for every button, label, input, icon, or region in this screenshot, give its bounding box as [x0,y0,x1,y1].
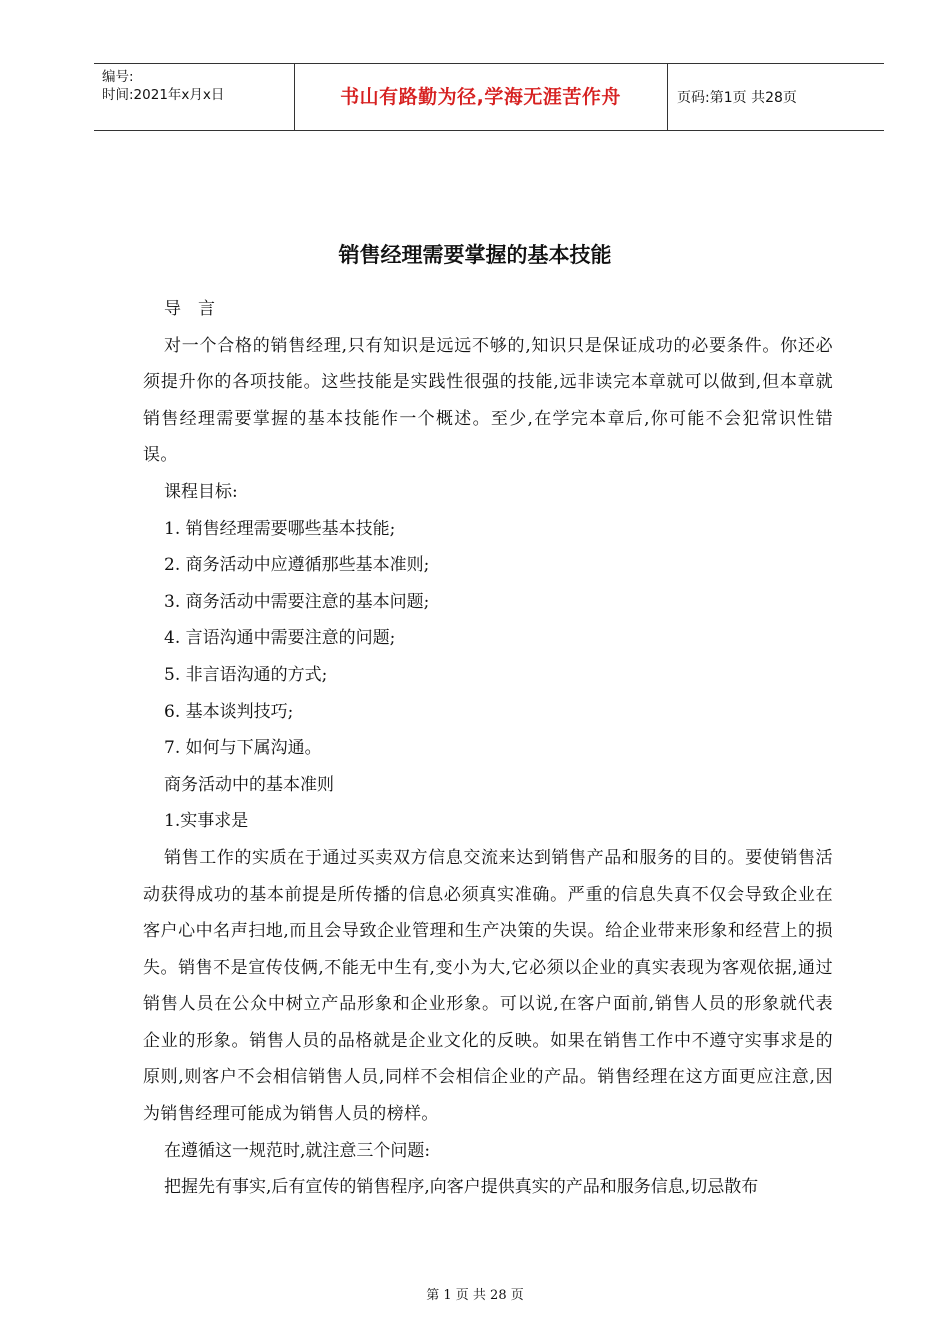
objective-item: 2. 商务活动中应遵循那些基本准则; [164,555,430,576]
objective-item: 7. 如何与下属沟通。 [164,738,322,759]
objective-item: 4. 言语沟通中需要注意的问题; [164,628,396,649]
header-motto-cell [294,64,668,130]
body-paragraph: 在遵循这一规范时,就注意三个问题: [164,1140,431,1161]
section-heading-principles: 商务活动中的基本准则 [164,774,334,795]
document-title: 销售经理需要掌握的基本技能 [338,243,612,267]
objective-item: 3. 商务活动中需要注意的基本问题; [164,591,430,612]
document-body [143,291,833,1206]
objective-item: 6. 基本谈判技巧; [164,701,294,722]
body-paragraph: 把握先有事实,后有宣传的销售程序,向客户提供真实的产品和服务信息,切忌散布 [164,1177,759,1198]
header-meta-cell [94,64,295,130]
document-number-label: 编号: [102,69,134,85]
intro-paragraph: 对一个合格的销售经理,只有知识是远远不够的,知识只是保证成功的必要条件。你还必须提升你的各项技能。这些技能是实践性很强的技能,远非读完本章就可以做到,但本章就销售经理需要掌握的基本技能作一个概述。至少,在学完本章后,你可能不会犯常识性错误。 [143,335,833,466]
subsection-heading: 1.实事求是 [164,811,249,832]
document-time-label: 时间:2021年x月x日 [102,87,225,103]
page-header [94,63,884,131]
body-paragraph: 销售工作的实质在于通过买卖双方信息交流来达到销售产品和服务的目的。要使销售活动获得成功的基本前提是所传播的信息必须真实准确。严重的信息失真不仅会导致企业在客户心中名声扫地,而且会导致企业管理和生产决策的失误。给企业带来形象和经营上的损失。销售不是宣传伎俩,不能无中生有,变小为大,它必须以企业的真实表现为客观依据,通过销售人员在公众中树立产品形象和企业形象。可以说,在客户面前,销售人员的形象就代表企业的形象。销售人员的品格就是企业文化的反映。如果在销售工作中不遵守实事求是的原则,则客户不会相信销售人员,同样不会相信企业的产品。销售经理在这方面更应注意,因为销售经理可能成为销售人员的榜样。 [143,847,833,1125]
objective-item: 5. 非言语沟通的方式; [164,664,328,685]
objectives-heading: 课程目标: [164,481,238,502]
objective-item: 1. 销售经理需要哪些基本技能; [164,518,396,539]
header-page-cell [667,64,884,130]
header-page-code: 页码:第1页 共28页 [677,90,797,106]
section-heading-intro: 导 言 [164,299,215,319]
page-footer: 第 1 页 共 28 页 [426,1288,524,1303]
motto-text: 书山有路勤为径,学海无涯苦作舟 [340,86,621,108]
